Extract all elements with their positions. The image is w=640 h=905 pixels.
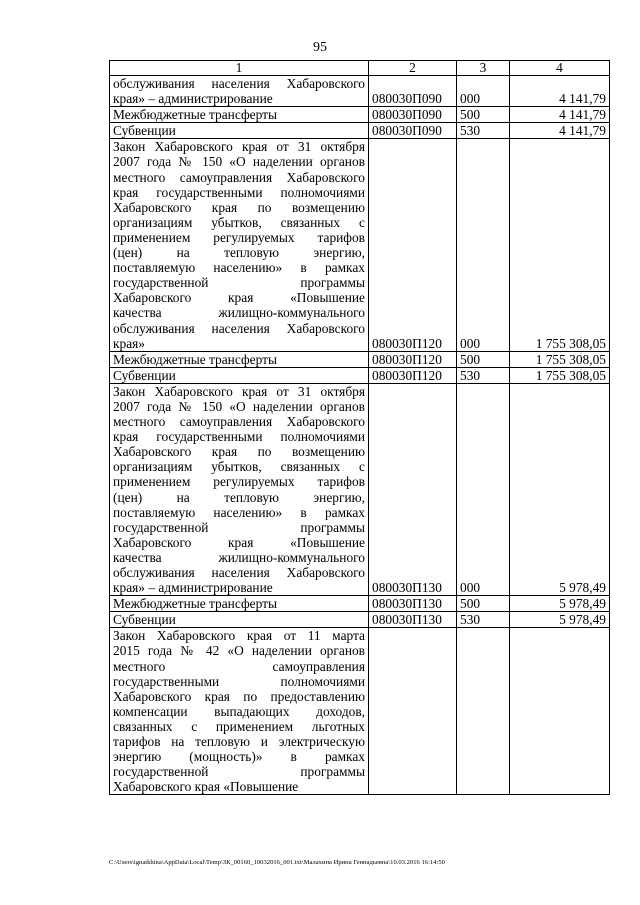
description-line: Межбюджетные трансферты (113, 107, 277, 123)
row-amount: 5 978,49 (510, 383, 610, 595)
row-description (110, 367, 369, 383)
row-expense-type: 500 (457, 107, 510, 123)
description-line: Межбюджетные трансферты (113, 351, 277, 367)
description-line: (цен) на тепловую энергию, (113, 245, 365, 261)
description-line: государственной программы (113, 275, 365, 291)
row-description (110, 612, 369, 628)
row-expense-type: 500 (457, 351, 510, 367)
table-row (110, 628, 610, 795)
description-line: 2007 года № 150 «О наделении органов (113, 154, 365, 170)
table-row (110, 123, 610, 139)
row-amount: 5 978,49 (510, 612, 610, 628)
description-line: обслуживания населения Хабаровского (113, 320, 365, 336)
row-code (369, 628, 457, 795)
table-row (110, 596, 610, 612)
row-expense-type: 000 (457, 139, 510, 351)
table-row (110, 107, 610, 123)
description-line: края государственными полномочиями (113, 184, 365, 200)
file-path-footer: C:\Users\ignatkhina\AppData\Local\Temp\ЗК_00160_10032016_001.txt\Малахина Ирина Геннадьевна\10.03.2016 16:14:50 (109, 859, 445, 866)
table-header-row (110, 61, 610, 76)
column-header-1: 1 (110, 61, 369, 76)
description-line: качества жилищно-коммунального (113, 305, 365, 321)
description-line: (цен) на тепловую энергию, (113, 489, 365, 505)
row-expense-type: 000 (457, 383, 510, 595)
column-header-2: 2 (369, 61, 457, 76)
row-description (110, 351, 369, 367)
description-line: Хабаровского края по возмещению (113, 444, 365, 460)
row-description (110, 107, 369, 123)
table-row (110, 139, 610, 351)
description-line: местного самоуправления Хабаровского (113, 169, 365, 185)
row-code: 080030П120 (369, 367, 457, 383)
description-line: поставляемую населению» в рамках (113, 504, 365, 520)
row-description (110, 76, 369, 107)
row-code: 080030П120 (369, 139, 457, 351)
row-expense-type (457, 628, 510, 795)
table-row (110, 76, 610, 107)
description-line: местного самоуправления Хабаровского (113, 414, 365, 430)
row-code: 080030П120 (369, 351, 457, 367)
row-expense-type: 500 (457, 596, 510, 612)
page-number: 95 (313, 40, 327, 55)
description-line: Субвенции (113, 367, 176, 383)
row-amount: 1 755 308,05 (510, 351, 610, 367)
row-description (110, 139, 369, 351)
row-amount: 5 978,49 (510, 596, 610, 612)
description-line: Хабаровского края по возмещению (113, 199, 365, 215)
row-amount: 1 755 308,05 (510, 139, 610, 351)
row-description (110, 628, 369, 795)
description-line: Закон Хабаровского края от 11 марта (113, 628, 365, 644)
description-line: связанных с применением льготных (113, 718, 365, 734)
description-line: Хабаровского края «Повышение (113, 779, 299, 795)
row-amount (510, 628, 610, 795)
description-line: Субвенции (113, 612, 176, 628)
description-line: тарифов на тепловую и электрическую (113, 734, 365, 750)
description-line: 2007 года № 150 «О наделении органов (113, 398, 365, 414)
description-line: организациям убытков, связанных с (113, 214, 365, 230)
row-expense-type: 530 (457, 612, 510, 628)
description-line: Межбюджетные трансферты (113, 596, 277, 612)
budget-table (109, 60, 610, 795)
row-amount: 4 141,79 (510, 107, 610, 123)
description-line: края» – администрирование (113, 91, 273, 107)
description-line: качества жилищно-коммунального (113, 549, 365, 565)
description-line: Закон Хабаровского края от 31 октября (113, 139, 365, 155)
table-body (110, 76, 610, 795)
description-line: поставляемую населению» в рамках (113, 260, 365, 276)
description-line: 2015 года № 42 «О наделении органов (113, 643, 365, 659)
description-line: государственной программы (113, 764, 365, 780)
column-header-4: 4 (510, 61, 610, 76)
description-line: Хабаровского края «Повышение (113, 534, 365, 550)
description-line: обслуживания населения Хабаровского (113, 565, 365, 580)
row-code: 080030П130 (369, 596, 457, 612)
description-line: Хабаровского края «Повышение (113, 290, 365, 306)
description-line: компенсации выпадающих доходов, (113, 703, 365, 719)
row-description (110, 383, 369, 595)
description-line: местного самоуправления (113, 658, 365, 674)
row-code: 080030П090 (369, 107, 457, 123)
description-line: Субвенции (113, 123, 176, 139)
description-line: Закон Хабаровского края от 31 октября (113, 383, 365, 399)
description-line: Хабаровского края по предоставлению (113, 688, 365, 704)
description-line: энергию (мощность)» в рамках (113, 749, 365, 765)
table-row (110, 612, 610, 628)
row-amount: 4 141,79 (510, 76, 610, 107)
description-line: государственными полномочиями (113, 673, 365, 689)
description-line: организациям убытков, связанных с (113, 459, 365, 475)
row-expense-type: 530 (457, 123, 510, 139)
row-expense-type: 530 (457, 367, 510, 383)
row-amount: 1 755 308,05 (510, 367, 610, 383)
column-header-3: 3 (457, 61, 510, 76)
description-line: края» (113, 335, 145, 351)
row-code: 080030П130 (369, 383, 457, 595)
row-code: 080030П090 (369, 76, 457, 107)
description-line: государственной программы (113, 519, 365, 535)
description-line: применением регулируемых тарифов (113, 229, 365, 245)
row-code: 080030П130 (369, 612, 457, 628)
description-line: обслуживания населения Хабаровского (113, 76, 365, 91)
description-line: края государственными полномочиями (113, 429, 365, 445)
table-row (110, 383, 610, 595)
row-expense-type: 000 (457, 76, 510, 107)
table-row (110, 367, 610, 383)
row-description (110, 123, 369, 139)
description-line: применением регулируемых тарифов (113, 474, 365, 490)
description-line: края» – администрирование (113, 580, 273, 596)
table-row (110, 351, 610, 367)
row-description (110, 596, 369, 612)
row-amount: 4 141,79 (510, 123, 610, 139)
row-code: 080030П090 (369, 123, 457, 139)
